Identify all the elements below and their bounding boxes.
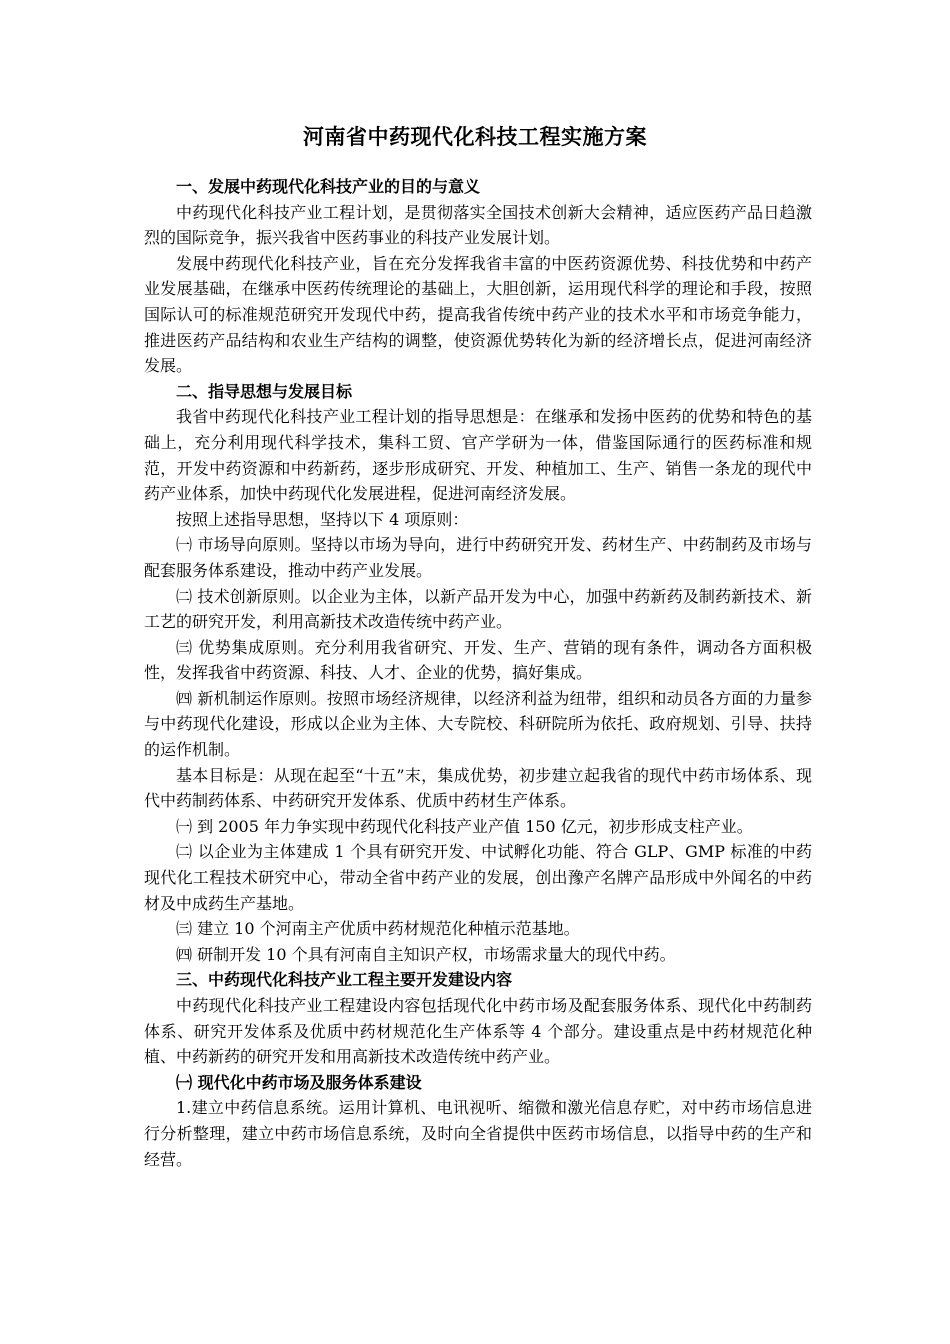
body-paragraph: 中药现代化科技产业工程建设内容包括现代化中药市场及配套服务体系、现代化中药制药体系、研究开发体系及优质中药材规范化生产体系等 4 个部分。建设重点是中药材规范化种植、中药新药的研究开发和用高新技术改造传统中药产业。 [144, 996, 812, 1067]
document-body [144, 174, 812, 1172]
body-paragraph: ㈣ 新机制运作原则。按照市场经济规律，以经济利益为纽带，组织和动员各方面的力量参与中药现代化建设，形成以企业为主体、大专院校、科研院所为依托、政府规划、引导、扶持的运作机制。 [144, 688, 812, 760]
section-heading: 三、中药现代化科技产业工程主要开发建设内容 [176, 970, 513, 990]
body-paragraph: ㈡ 以企业为主体建成 1 个具有研究开发、中试孵化功能、符合 GLP、GMP 标准的中药现代化工程技术研究中心，带动全省中药产业的发展，创出豫产名牌产品形成中外闻名的中药材及中成药生产基地。 [144, 842, 812, 913]
body-paragraph: ㈢ 优势集成原则。充分利用我省研究、开发、生产、营销的现有条件，调动各方面积极性，发挥我省中药资源、科技、人才、企业的优势，搞好集成。 [144, 637, 812, 683]
body-paragraph: 按照上述指导思想，坚持以下 4 项原则： [176, 509, 469, 529]
body-paragraph: 发展中药现代化科技产业，旨在充分发挥我省丰富的中医药资源优势、科技优势和中药产业发展基础，在继承中医药传统理论的基础上，大胆创新，运用现代科学的理论和手段，按照国际认可的标准规范研究开发现代中药，提高我省传统中药产业的技术水平和市场竞争能力，推进医药产品结构和农业生产结构的调整，使资源优势转化为新的经济增长点，促进河南经济发展。 [144, 253, 812, 376]
body-paragraph: 基本目标是：从现在起至“十五”末，集成优势，初步建立起我省的现代中药市场体系、现代中药制药体系、中药研究开发体系、优质中药材生产体系。 [144, 765, 812, 811]
document-title: 河南省中药现代化科技工程实施方案 [303, 125, 647, 149]
body-paragraph: 中药现代化科技产业工程计划，是贯彻落实全国技术创新大会精神，适应医药产品日趋激烈的国际竞争，振兴我省中医药事业的科技产业发展计划。 [144, 202, 812, 248]
section-heading: 一、发展中药现代化科技产业的目的与意义 [176, 177, 481, 196]
body-paragraph: 1.建立中药信息系统。运用计算机、电讯视听、缩微和激光信息存贮，对中药市场信息进行分析整理，建立中药市场信息系统，及时向全省提供中医药市场信息，以指导中药的生产和经营。 [144, 1098, 812, 1169]
body-paragraph: 我省中药现代化科技产业工程计划的指导思想是：在继承和发扬中医药的优势和特色的基础上，充分利用现代科学技术，集科工贸、官产学研为一体，借鉴国际通行的医药标准和规范，开发中药资源和中药新药，逐步形成研究、开发、种植加工、生产、销售一条龙的现代中药产业体系，加快中药现代化发展进程，促进河南经济发展。 [144, 407, 812, 504]
body-paragraph: ㈠ 市场导向原则。坚持以市场为导向，进行中药研究开发、药材生产、中药制药及市场与配套服务体系建设，推动中药产业发展。 [144, 535, 812, 580]
body-paragraph: ㈣ 研制开发 10 个具有河南自主知识产权，市场需求量大的现代中药。 [176, 944, 676, 964]
body-paragraph: ㈢ 建立 10 个河南主产优质中药材规范化种植示范基地。 [176, 919, 580, 939]
section-heading: 二、指导思想与发展目标 [176, 381, 353, 401]
section-heading: ㈠ 现代化中药市场及服务体系建设 [176, 1072, 422, 1092]
body-paragraph: ㈠ 到 2005 年力争实现中药现代化科技产业产值 150 亿元，初步形成支柱产业。 [176, 816, 753, 836]
body-paragraph: ㈡ 技术创新原则。以企业为主体，以新产品开发为中心，加强中药新药及制药新技术、新工艺的研究开发，利用高新技术改造传统中药产业。 [144, 586, 812, 632]
